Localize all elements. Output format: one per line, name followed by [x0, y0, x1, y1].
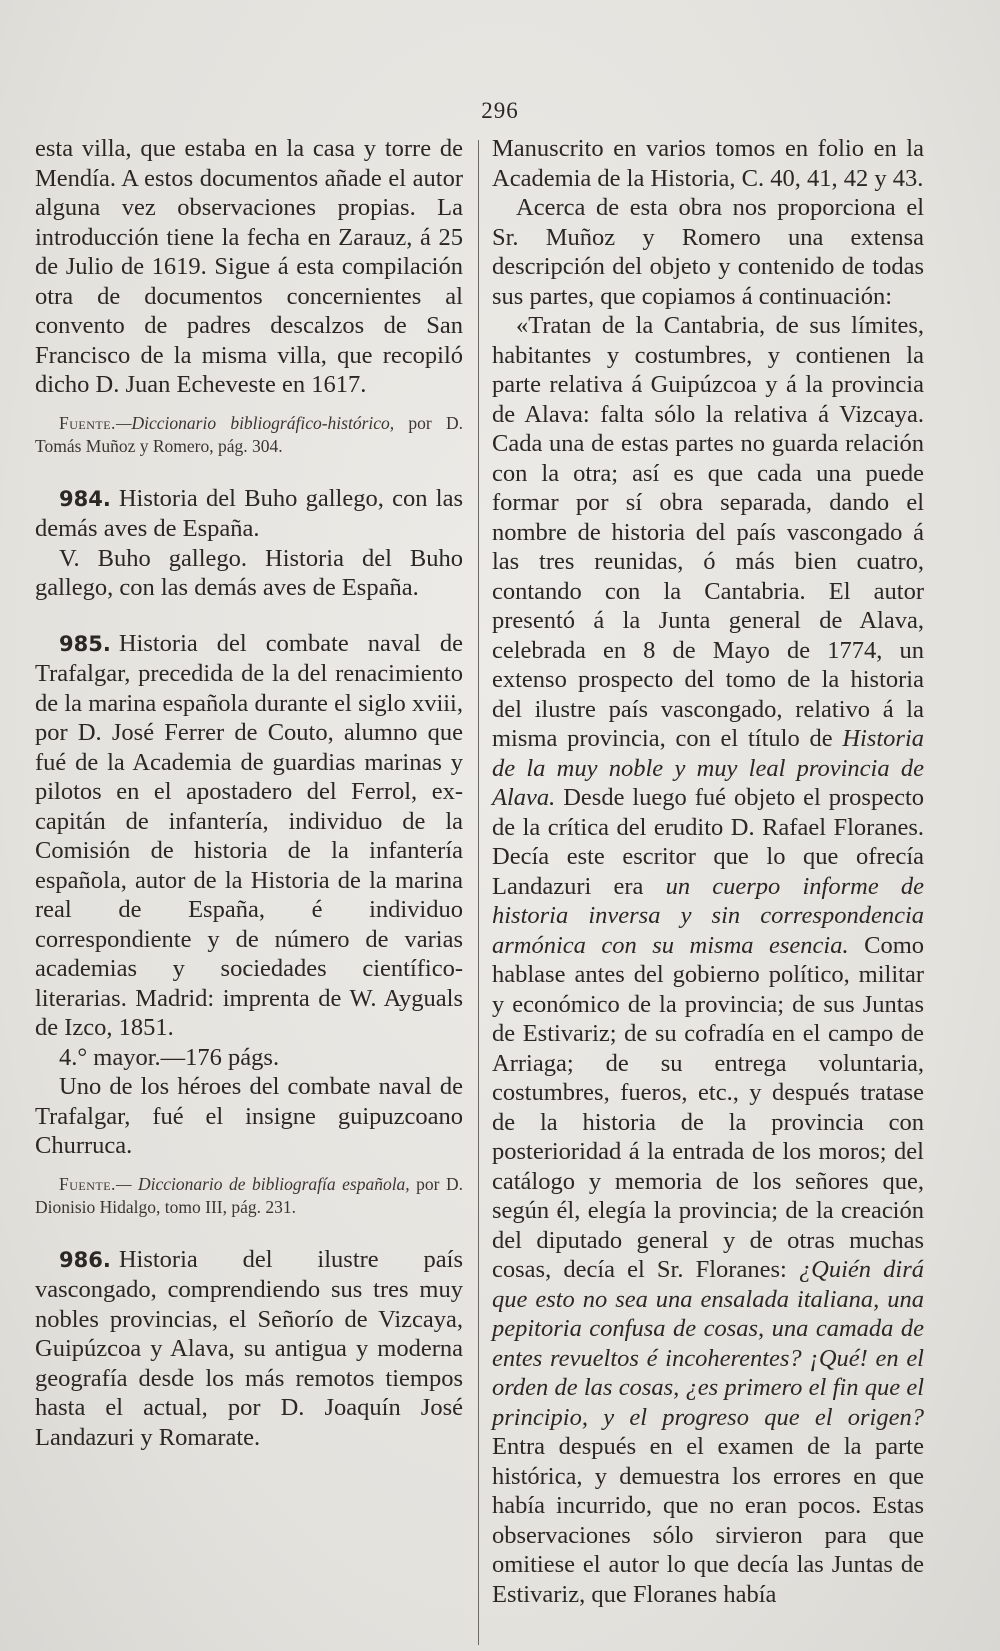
source-citation-1: [35, 412, 463, 458]
source-label: Fuente.: [59, 1173, 116, 1194]
left-column: [35, 134, 463, 1452]
quoted-description: [492, 311, 924, 1609]
entry-986: [35, 1245, 463, 1453]
entry-number: 984.: [59, 486, 111, 511]
entry-985-note: Uno de los héroes del combate naval de Trafalgar, fué el insigne guipuzcoano Churruca.: [35, 1073, 463, 1159]
entry-number: 985.: [59, 631, 111, 656]
quote-text: «Tratan de la Cantabria, de sus límites, habitantes y costumbres, y contienen la parte relativa á Guipúzcoa y á la provincia de Alava: falta sólo la relativa á Vizcaya. Cada una de estas partes no guarda relación con la otra; así es que cada una puede formar por sí obra separada, dando el nombre de historia del país vascongado á las tres reunidas, ó más bien cuatro, contando con la Cantabria. El autor presentó á la Junta general de Alava, celebrada en 8 de Mayo de 1774, un extenso prospecto del tomo de la historia del ilustre país vascongado, relativo á la misma provincia, con el título de: [492, 312, 924, 752]
source-label: Fuente.: [59, 412, 116, 433]
source-detail: por D. Tomás Muñoz y Romero, pág. 304.: [35, 412, 463, 456]
source-citation-2: [35, 1173, 463, 1219]
source-detail: por D. Dionisio Hidalgo, tomo III, pág. 231.: [35, 1173, 463, 1217]
quote-italic-floranes: ¿Quién dirá que esto no sea una ensalada italiana, una pepitoria confusa de cosas, una camada de entes revueltos é incoherentes? ¡Qué! en el orden de las cosas, ¿es primero el fin que el principio, y el progreso que el origen?: [492, 1256, 924, 1431]
quote-italic-critique: un cuerpo informe de historia inversa y sin correspondencia armónica con su misma esencia.: [492, 872, 924, 959]
entry-986-title: [35, 1245, 463, 1453]
paragraph-continuation: esta villa, que estaba en la casa y torre de Mendía. A estos documentos añade el autor alguna vez observaciones propias. La introducción tiene la fecha en Zarauz, á 25 de Julio de 1619. Sigue á esta compilación otra de documentos concernientes al convento de padres descalzos de San Francisco de la misma villa, que recopiló dicho D. Juan Echeveste en 1617.: [35, 135, 463, 398]
page-number: 296: [481, 98, 519, 123]
column-divider: [478, 140, 479, 1645]
entry-text: Historia del ilustre país vascongado, comprendiendo sus tres muy nobles provincias, el Señorío de Vizcaya, Guipúzcoa y Alava, su antigua y moderna geografía desde los más remotos tiempos hasta el actual, por D. Joaquín José Landazuri y Romarate.: [35, 1245, 463, 1451]
entry-985: [35, 629, 463, 1219]
entry-985-format: 4.° mayor.—176 págs.: [59, 1043, 280, 1071]
entry-984: [35, 484, 463, 603]
entry-984-title: [35, 484, 463, 544]
right-column: [492, 134, 924, 1609]
description-intro: Acerca de esta obra nos proporciona el Sr. Muñoz y Romero una extensa descripción del objeto y contenido de todas sus partes, que copiamos á continuación:: [492, 194, 924, 310]
entry-text: Historia del Buho gallego, con las demás aves de España.: [35, 484, 463, 542]
entry-text: Historia del combate naval de Trafalgar, precedida de la del renacimiento de la marina española durante el siglo xviii, por D. José Ferrer de Couto, alumno que fué de la Academia de guardias marinas y pilotos en el apostadero del Ferrol, ex-capitán de infantería, individuo de la Comisión de historia de la infantería española, autor de la Historia de la marina real de España, é individuo correspondiente y de número de varias academias y sociedades científico-literarias. Madrid: imprenta de W. Ayguals de Izco, 1851.: [35, 629, 463, 1041]
source-title: — Diccionario de bibliografía española,: [115, 1173, 410, 1194]
quote-italic-title: Historia de la muy noble y muy leal provincia de Alava.: [492, 725, 924, 811]
entry-number: 986.: [59, 1247, 111, 1272]
source-title: —Diccionario bibliográfico-histórico,: [115, 412, 395, 433]
quote-text: Desde luego fué objeto el prospecto de la crítica del erudito D. Rafael Floranes. Decía este escritor que lo que ofrecía Landazuri era: [492, 784, 924, 900]
entry-984-reference: V. Buho gallego. Historia del Buho gallego, con las demás aves de España.: [35, 544, 463, 601]
quote-text: Entra después en el examen de la parte histórica, y demuestra los errores en que había incurrido, que no eran pocos. Estas observaciones sólo sirvieron para que omitiese el autor lo que decía las Juntas de Estivariz, que Floranes había: [492, 1433, 924, 1608]
manuscript-location: Manuscrito en varios tomos en folio en la Academia de la Historia, C. 40, 41, 42 y 43.: [492, 135, 924, 192]
quote-text: Como hablase antes del gobierno político, militar y económico de la provincia; de sus Juntas de Estivariz; de su cofradía en el campo de Arriaga; de su entrega voluntaria, costumbres, fueros, etc., y después tratase de la historia de la provincia con posterioridad á la entrada de los moros; del catálogo y memoria de los señores que, según él, elegía la provincia; de la creación del diputado general y de otras muchas cosas, decía el Sr. Floranes:: [492, 931, 924, 1283]
entry-985-title: [35, 629, 463, 1043]
